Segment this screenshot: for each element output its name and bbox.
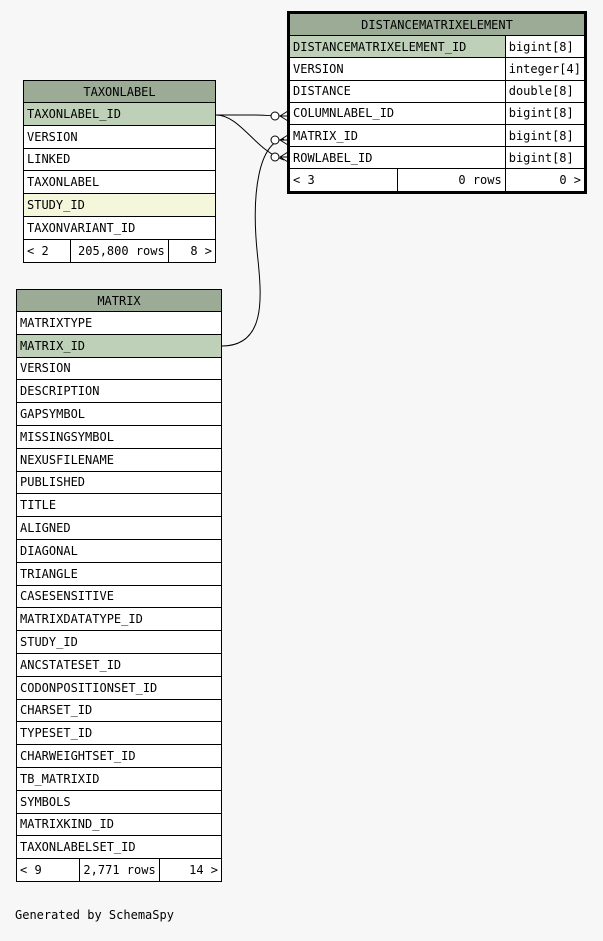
column-row: ROWLABEL_ID	[289, 147, 505, 169]
column-type: bigint[8]	[505, 102, 585, 124]
column-row: COLUMNLABEL_ID	[289, 102, 505, 124]
column-row: TB_MATRIXID	[17, 767, 222, 790]
column-row: STUDY_ID	[17, 631, 222, 654]
column-type: bigint[8]	[505, 36, 585, 58]
column-row: GAPSYMBOL	[17, 403, 222, 426]
parents-count[interactable]: < 2	[24, 239, 71, 262]
column-row: MATRIXDATATYPE_ID	[17, 608, 222, 631]
crowfoot-columnlabel	[271, 112, 279, 120]
column-row: PUBLISHED	[17, 471, 222, 494]
column-row: CHARSET_ID	[17, 699, 222, 722]
column-row: TAXONVARIANT_ID	[24, 216, 216, 239]
column-row: TRIANGLE	[17, 562, 222, 585]
column-row: CASESENSITIVE	[17, 585, 222, 608]
row-count: 2,771 rows	[80, 859, 160, 882]
table-matrix[interactable]	[16, 289, 222, 882]
generated-by-label: Generated by SchemaSpy	[15, 908, 174, 922]
children-count[interactable]: 14 >	[160, 859, 222, 882]
children-count[interactable]: 0 >	[505, 169, 585, 192]
column-row: MATRIX_ID	[17, 334, 222, 357]
column-row: MATRIXTYPE	[17, 312, 222, 335]
column-row: TAXONLABEL_ID	[24, 103, 216, 126]
column-row: TAXONLABELSET_ID	[17, 836, 222, 859]
table-distancematrixelement[interactable]	[288, 12, 586, 193]
parents-count[interactable]: < 3	[289, 169, 397, 192]
table-title[interactable]: MATRIX	[17, 290, 222, 312]
rel-matrix-matrixid	[222, 139, 284, 346]
column-row: MATRIX_ID	[289, 124, 505, 146]
column-row: DISTANCEMATRIXELEMENT_ID	[289, 36, 505, 58]
table-taxonlabel[interactable]	[23, 80, 216, 263]
children-count[interactable]: 8 >	[168, 239, 215, 262]
column-type: integer[4]	[505, 58, 585, 80]
column-row: TAXONLABEL	[24, 171, 216, 194]
column-row: CODONPOSITIONSET_ID	[17, 676, 222, 699]
column-row: LINKED	[24, 148, 216, 171]
column-row: SYMBOLS	[17, 790, 222, 813]
column-row: ANCSTATESET_ID	[17, 653, 222, 676]
column-row: MATRIXKIND_ID	[17, 813, 222, 836]
column-row: DIAGONAL	[17, 539, 222, 562]
column-row: DISTANCE	[289, 80, 505, 102]
table-title[interactable]: DISTANCEMATRIXELEMENT	[289, 13, 585, 36]
column-row: VERSION	[289, 58, 505, 80]
column-row: MISSINGSYMBOL	[17, 425, 222, 448]
column-type: bigint[8]	[505, 124, 585, 146]
column-row: DESCRIPTION	[17, 380, 222, 403]
column-row: VERSION	[24, 125, 216, 148]
column-row: TYPESET_ID	[17, 722, 222, 745]
parents-count[interactable]: < 9	[17, 859, 80, 882]
table-title[interactable]: TAXONLABEL	[24, 81, 216, 103]
column-row: STUDY_ID	[24, 194, 216, 217]
crowfoot-rowlabel	[271, 153, 279, 161]
column-row: NEXUSFILENAME	[17, 448, 222, 471]
column-row: ALIGNED	[17, 517, 222, 540]
column-row: VERSION	[17, 357, 222, 380]
column-type: double[8]	[505, 80, 585, 102]
row-count: 205,800 rows	[71, 239, 169, 262]
column-type: bigint[8]	[505, 147, 585, 169]
crowfoot-matrix	[271, 136, 279, 144]
column-row: TITLE	[17, 494, 222, 517]
row-count: 0 rows	[397, 169, 505, 192]
column-row: CHARWEIGHTSET_ID	[17, 745, 222, 768]
